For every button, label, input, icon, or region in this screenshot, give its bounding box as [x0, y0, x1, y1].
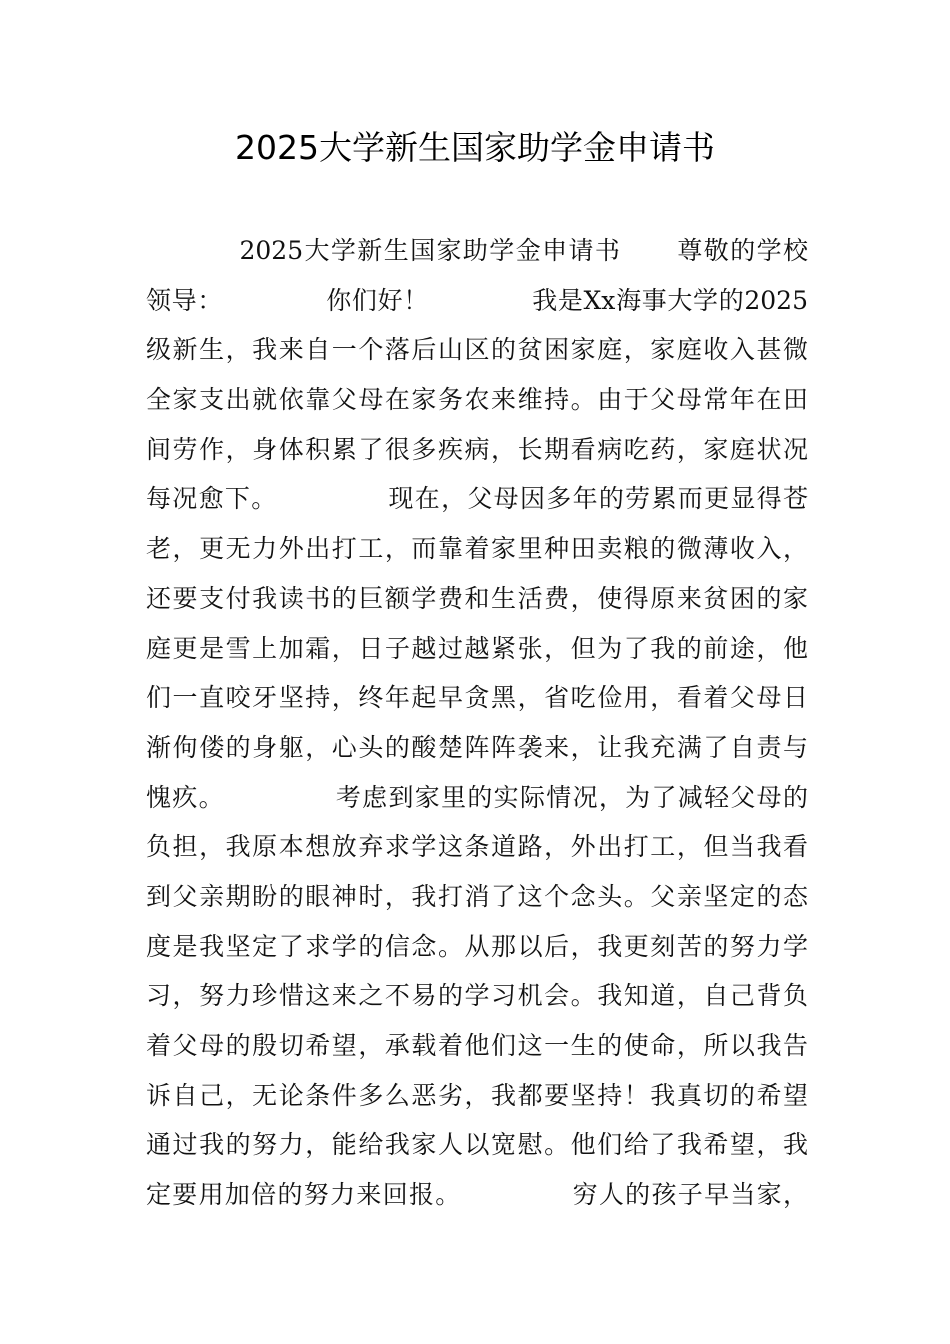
body-line: 还要支付我读书的巨额学费和生活费，使得原来贫困的家	[146, 583, 808, 613]
document-title: 2025大学新生国家助学金申请书	[235, 128, 715, 167]
body-line: 2025大学新生国家助学金申请书 尊敬的学校	[146, 236, 808, 265]
body-line: 每况愈下。 现在，父母因多年的劳累而更显得苍	[146, 484, 808, 514]
body-line: 度是我坚定了求学的信念。从那以后，我更刻苦的努力学	[146, 931, 808, 961]
body-line: 老，更无力外出打工，而靠着家里种田卖粮的微薄收入，	[146, 534, 808, 564]
body-line: 定要用加倍的努力来回报。 穷人的孩子早当家，	[146, 1180, 808, 1210]
body-line: 诉自己，无论条件多么恶劣，我都要坚持！我真切的希望	[146, 1080, 808, 1110]
body-line: 领导： 你们好！ 我是Xx海事大学的2025	[146, 285, 808, 315]
body-line: 愧疚。 考虑到家里的实际情况，为了减轻父母的	[146, 782, 808, 812]
body-line: 习，努力珍惜这来之不易的学习机会。我知道，自己背负	[146, 981, 808, 1011]
body-line: 级新生，我来自一个落后山区的贫困家庭，家庭收入甚微	[146, 335, 808, 365]
body-line: 到父亲期盼的眼神时，我打消了这个念头。父亲坚定的态	[146, 881, 808, 911]
body-line: 间劳作，身体积累了很多疾病，长期看病吃药，家庭状况	[146, 434, 808, 464]
document-body	[146, 226, 808, 1220]
body-line: 渐佝偻的身躯，心头的酸楚阵阵袭来，让我充满了自责与	[146, 732, 808, 762]
body-line: 全家支出就依靠父母在家务农来维持。由于父母常年在田	[146, 385, 808, 415]
body-line: 通过我的努力，能给我家人以宽慰。他们给了我希望，我	[146, 1130, 808, 1160]
body-line: 着父母的殷切希望，承载着他们这一生的使命，所以我告	[146, 1031, 808, 1060]
body-line: 负担，我原本想放弃求学这条道路，外出打工，但当我看	[146, 832, 808, 862]
body-line: 们一直咬牙坚持，终年起早贪黑，省吃俭用，看着父母日	[146, 683, 808, 713]
body-line: 庭更是雪上加霜，日子越过越紧张，但为了我的前途，他	[146, 633, 808, 663]
